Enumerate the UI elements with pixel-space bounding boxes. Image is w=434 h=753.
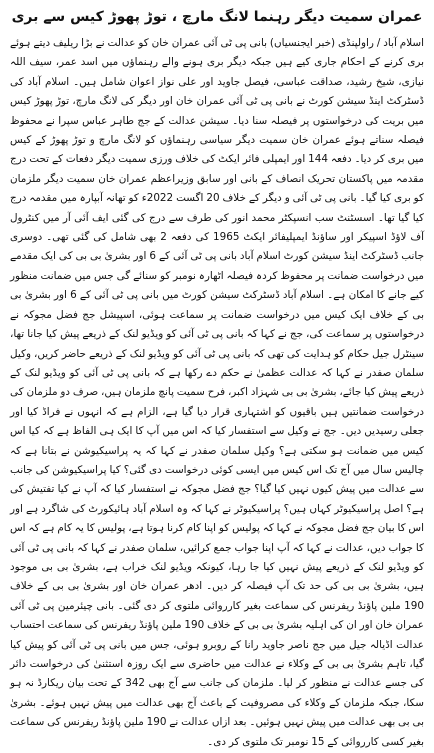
article-body: اسلام آباد / راولپنڈی (خبر ایجنسیاں) بانی پی ٹی آئی عمران خان کو عدالت نے بڑا ریلیف دیتے ہوئے بری کرنے کے احکام جاری کیے ہیں جبکہ دیگر بری ہونے والے رہنماؤں میں اسد عمر، سیف اللہ نیازی، شیخ رشید، صداقت عباسی، فیصل جاوید اور علی نواز اعوان شامل ہیں۔ اسلام آباد کی ڈسٹرکٹ اینڈ سیشن کورٹ نے بانی پی ٹی آئی عمران خان اور دیگر کی لانگ مارچ، توڑ پھوڑ کیس میں بریت کی درخواستوں پر فیصلہ سنا دیا۔ سیشن عدالت کے جج طاہر عباس سپرا نے محفوظ فیصلہ سناتے ہوئے عمران خان سمیت دیگر سیاسی رہنماؤں کو لانگ مارچ و توڑ پھوڑ کے کیس میں بری کر دیا۔ دفعہ 144 اور ایمپلی فائر ایکٹ کی خلاف ورزی سمیت دیگر دفعات کے تحت درج مقدمہ میں پاکستان تحریک انصاف کے بانی اور سابق وزیراعظم عمران خان سمیت دیگر ملزمان کو بری کیا گیا۔ بانی پی ٹی آئی و دیگر کے خلاف 20 اگست 2022ء کو تھانہ آبپارہ میں مقدمہ درج کیا گیا تھا۔ اسسٹنٹ سب انسپکٹر محمد انور کی طرف سے درج کی گئی ایف آئی آر میں کنٹرول آف لاؤڈ اسپیکر اور ساؤنڈ ایمپلیفائر ایکٹ 1965 کی دفعہ 2 بھی شامل کی گئی تھی۔ دوسری جانب ڈسٹرکٹ اینڈ سیشن کورٹ اسلام آباد بانی پی ٹی آئی کے 6 اور بشریٰ بی بی کی ایک مقدمے میں درخواست ضمانت پر محفوظ کردہ فیصلہ اٹھارہ نومبر کو سنائے گی جس میں ضمانت منظور کیے جانے کا امکان ہے۔ اسلام آباد ڈسٹرکٹ سیشن کورٹ میں بانی پی ٹی آئی کے 6 اور بشریٰ بی بی کے خلاف ایک کیس میں درخواست ضمانت پر سماعت ہوئی، اسپیشل جج فضل مجوکہ نے درخواستوں پر سماعت کی، جج نے کہا کہ بانی پی ٹی آئی کو ویڈیو لنک کے ذریعے پیش کیا جانا تھا، سینٹرل جیل حکام کو ہدایت کی تھی کہ بانی پی ٹی آئی کو ویڈیو لنک کے ذریعے حاضر کریں، وکیل سلمان صفدر نے کہا کہ عدالت عظمیٰ نے حکم دے رکھا ہے کہ بانی پی ٹی آئی کو ویڈیو لنک کے ذریعے پیش کیا جائے، بشریٰ بی بی شہزاد اکبر، فرح سمیت پانچ ملزمان ہیں، صرف دو ملزمان کی درخواست ضمانتیں ہیں باقیوں کو اشتہاری قرار دیا گیا ہے، الزام ہے کہ انہوں نے فراڈ کیا اور جعلی رسیدیں دیں۔ جج نے وکیل سے استفسار کیا کہ اس میں آپ کا ایک ہی الفاظ ہے کہ کیا اس کیس میں ضمانت ہو سکتی ہے؟ وکیل سلمان صفدر نے کہا کہ یہ پراسیکیوشن نے بتانا ہے کہ چالیس سال میں آج تک اس کیس میں ایسی کوئی درخواست دی گئی؟ کیا پراسیکیوشن کی جانب سے عدالت میں پیش کیوں نہیں کیا گیا؟ جج فضل مجوکہ نے استفسار کیا کہ آپ نے کیا تفتیش کی ہے؟ اصل پراسیکیوٹر کہاں ہیں؟ پراسیکیوٹر نے کہا کہ وہ اسلام آباد ہائیکورٹ کی شاگرد ہے اور اس کا بیان جج فضل مجوکہ نے کہا کہ پولیس کو اپنا کام کرنا ہوتا ہے، پولیس کا یہ کام ہے کہ اس کا جواب دیں، عدالت نے کہا کہ آپ اپنا جواب جمع کرائیں، سلمان صفدر نے کہا کہ بانی پی ٹی آئی کو ویڈیو لنک کے ذریعے پیش نہیں کیا جا رہا، کیونکہ ویڈیو لنک خراب ہے، بشریٰ بی بی موجود ہیں، بشریٰ بی بی کی حد تک آپ فیصلہ کر دیں۔ ادھر عمران خان اور بشریٰ بی بی کے خلاف 190 ملین پاؤنڈ ریفرنس کی سماعت بغیر کارروائی ملتوی کر دی گئی۔ بانی چیئرمین پی ٹی آئی عمران خان اور ان کی اہلیہ بشریٰ بی بی کے خلاف 190 ملین پاؤنڈ ریفرنس کی سماعت احتساب عدالت اڈیالہ جیل میں جج ناصر جاوید رانا کے روبرو ہوئی، جس میں بانی پی ٹی آئی کو پیش کیا گیا، تاہم بشریٰ بی بی کے وکلاء نے عدالت میں حاضری سے ایک روزہ استثنیٰ کی درخواست دائر کی جسے عدالت نے منظور کر لیا۔ ملزمان کی جانب سے آج بھی 342 کے تحت بیان ریکارڈ نہ ہو سکا، جبکہ ملزمان کے وکلاء کی مصروفیت کے باعث آج بھی عدالت میں پیش نہیں ہوئے۔ بشریٰ بی بی بھی عدالت میں پیش نہیں ہوئیں۔ بعد ازاں عدالت نے 190 ملین پاؤنڈ ریفرنس کی سماعت بغیر کسی کارروائی کے 15 نومبر تک ملتوی کر دی۔	[10, 37, 425, 748]
article-headline: عمران سمیت دیگر رہنما لانگ مارچ ، توڑ پھوڑ کیس سے بری	[11, 9, 423, 25]
